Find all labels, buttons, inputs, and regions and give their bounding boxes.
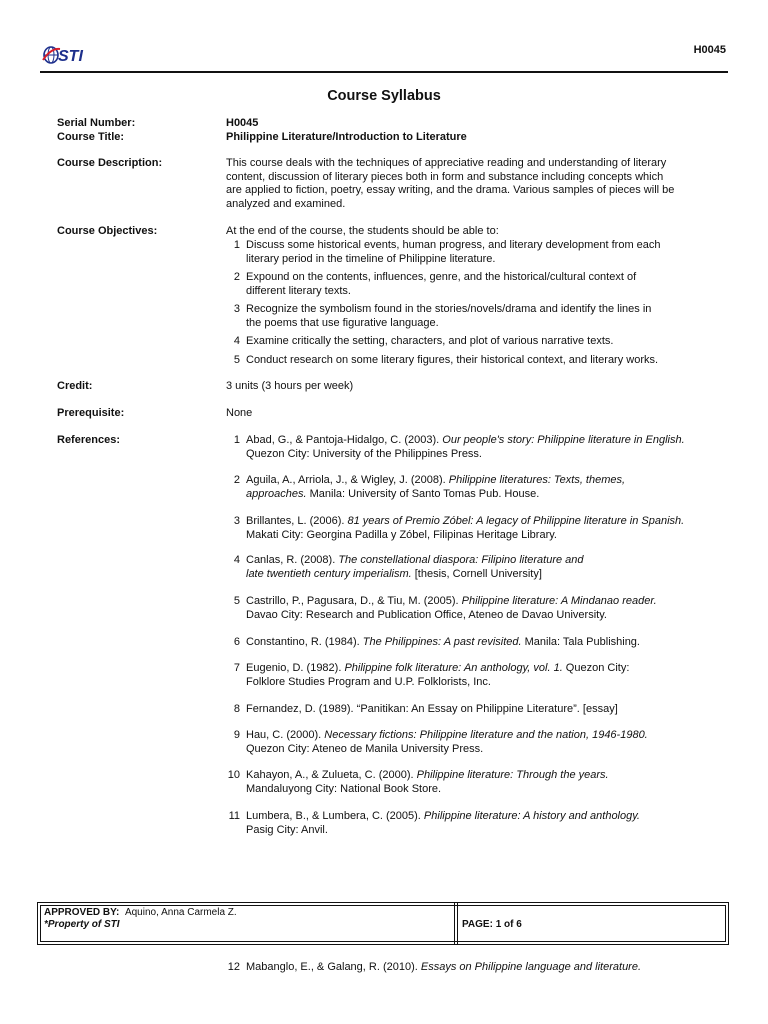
property-note: *Property of STI bbox=[44, 919, 120, 930]
course-title-value: Philippine Literature/Introduction to Literature bbox=[226, 131, 467, 143]
page-number: PAGE: 1 of 6 bbox=[462, 919, 522, 930]
serial-label: Serial Number: bbox=[57, 117, 136, 129]
description-text: This course deals with the techniques of appreciative reading and understanding of literary content, discussion of literary pieces both in form and substance including concepts which are applied to fiction, poetry, essay writing, and the drama. Various samples of pieces will be analyzed and examined. bbox=[226, 157, 675, 210]
serial-value: H0045 bbox=[226, 117, 259, 129]
prerequisite-value: None bbox=[226, 407, 253, 419]
objectives-intro: At the end of the course, the students should be able to: bbox=[226, 225, 499, 237]
svg-text:STI: STI bbox=[58, 48, 83, 65]
prerequisite-label: Prerequisite: bbox=[57, 407, 125, 419]
document-code: H0045 bbox=[693, 44, 726, 56]
page-title: Course Syllabus bbox=[327, 88, 441, 104]
footer-divider bbox=[454, 903, 455, 944]
approved-by: APPROVED BY: Aquino, Anna Carmela Z. bbox=[44, 907, 237, 918]
course-title-label: Course Title: bbox=[57, 131, 125, 143]
description-label: Course Description: bbox=[57, 157, 163, 169]
objectives-label: Course Objectives: bbox=[57, 225, 158, 237]
sti-logo bbox=[41, 42, 93, 68]
references-label: References: bbox=[57, 434, 120, 446]
footer-box bbox=[37, 902, 729, 945]
footer-divider bbox=[457, 903, 458, 944]
credit-label: Credit: bbox=[57, 380, 93, 392]
header-rule bbox=[40, 71, 728, 73]
credit-value: 3 units (3 hours per week) bbox=[226, 380, 354, 392]
